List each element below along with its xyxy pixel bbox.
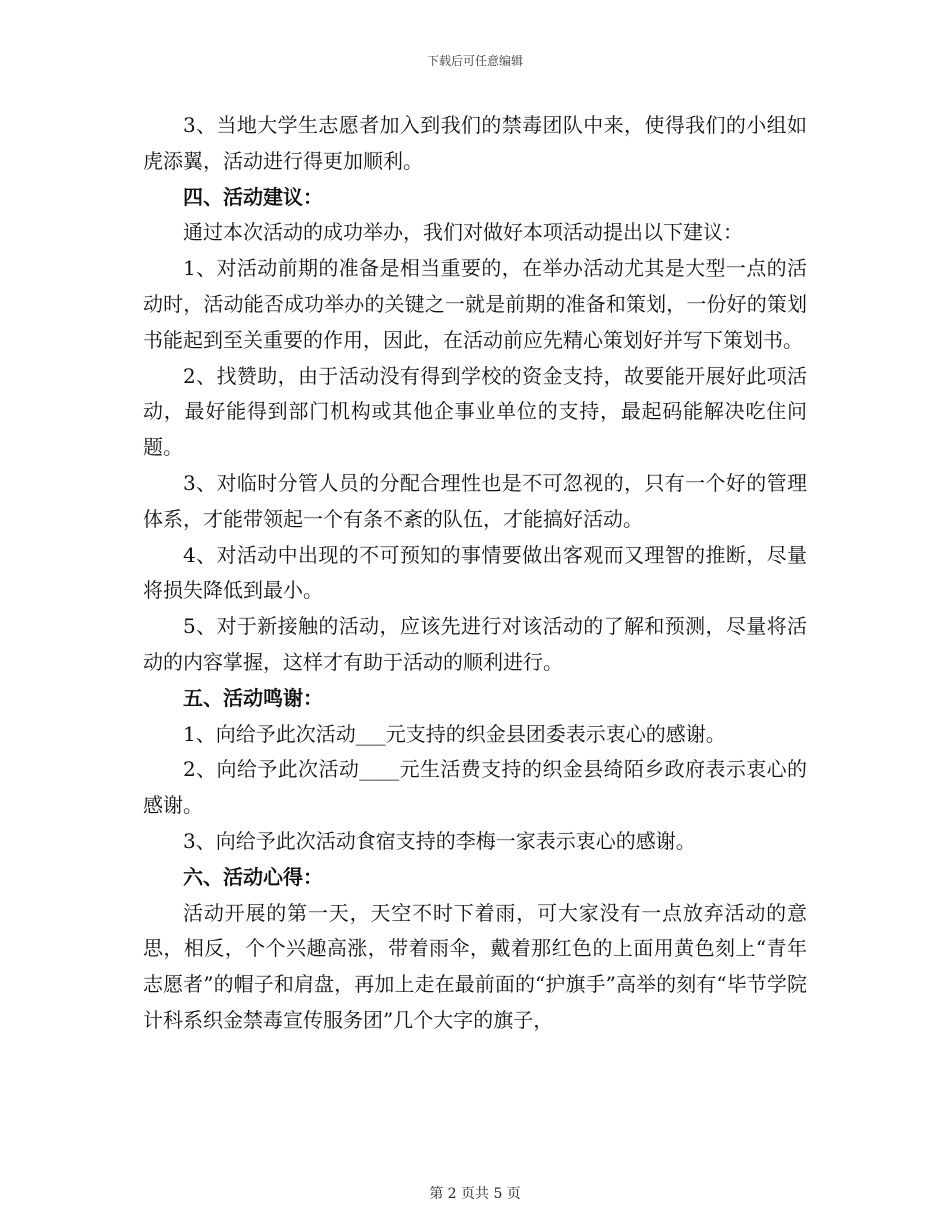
document-body: [143, 108, 807, 1039]
paragraph-9: 2、向给予此次活动____元生活费支持的织金县绮陌乡政府表示衷心的感谢。: [143, 757, 807, 818]
paragraph-2: 通过本次活动的成功举办，我们对做好本项活动提出以下建议：: [183, 220, 743, 245]
paragraph-3: 1、对活动前期的准备是相当重要的，在举办活动尤其是大型一点的活动时，活动能否成功举办的关键之一就是前期的准备和策划，一份好的策划书能起到至关重要的作用，因此，在活动前应先精心策划好并写下策划书。: [143, 256, 807, 352]
page-header: 下载后可任意编辑: [426, 54, 523, 68]
section-heading-suggestions: 四、活动建议：: [183, 184, 323, 209]
page-footer: 第 2 页共 5 页: [429, 1186, 521, 1202]
paragraph-5: 3、对临时分管人员的分配合理性也是不可忽视的，只有一个好的管理体系，才能带领起一个有条不紊的队伍，才能搞好活动。: [143, 470, 807, 531]
paragraph-6: 4、对活动中出现的不可预知的事情要做出客观而又理智的推断，尽量将损失降低到最小。: [143, 542, 807, 603]
paragraph-7: 5、对于新接触的活动，应该先进行对该活动的了解和预测，尽量将活动的内容掌握，这样才有助于活动的顺利进行。: [143, 614, 807, 674]
paragraph-1: 3、当地大学生志愿者加入到我们的禁毒团队中来，使得我们的小组如虎添翼，活动进行得更加顺利。: [143, 113, 807, 173]
paragraph-10: 3、向给予此次活动食宿支持的李梅一家表示衷心的感谢。: [183, 828, 696, 853]
section-heading-acknowledgements: 五、活动鸣谢：: [183, 685, 323, 710]
paragraph-4: 2、找赞助，由于活动没有得到学校的资金支持，故要能开展好此项活动，最好能得到部门机构或其他企事业单位的支持，最起码能解决吃住问题。: [143, 363, 807, 460]
paragraph-8: 1、向给予此次活动___元支持的织金县团委表示衷心的感谢。: [183, 721, 726, 746]
paragraph-11: 活动开展的第一天，天空不时下着雨，可大家没有一点放弃活动的意思，相反，个个兴趣高涨，带着雨伞，戴着那红色的上面用黄色刻上“青年志愿者”的帽子和肩盘，再加上走在最前面的“护旗手”高举的刻有“毕节学院计科系织金禁毒宣传服务团”几个大字的旗子，: [143, 900, 807, 1032]
section-heading-reflections: 六、活动心得：: [183, 864, 323, 889]
